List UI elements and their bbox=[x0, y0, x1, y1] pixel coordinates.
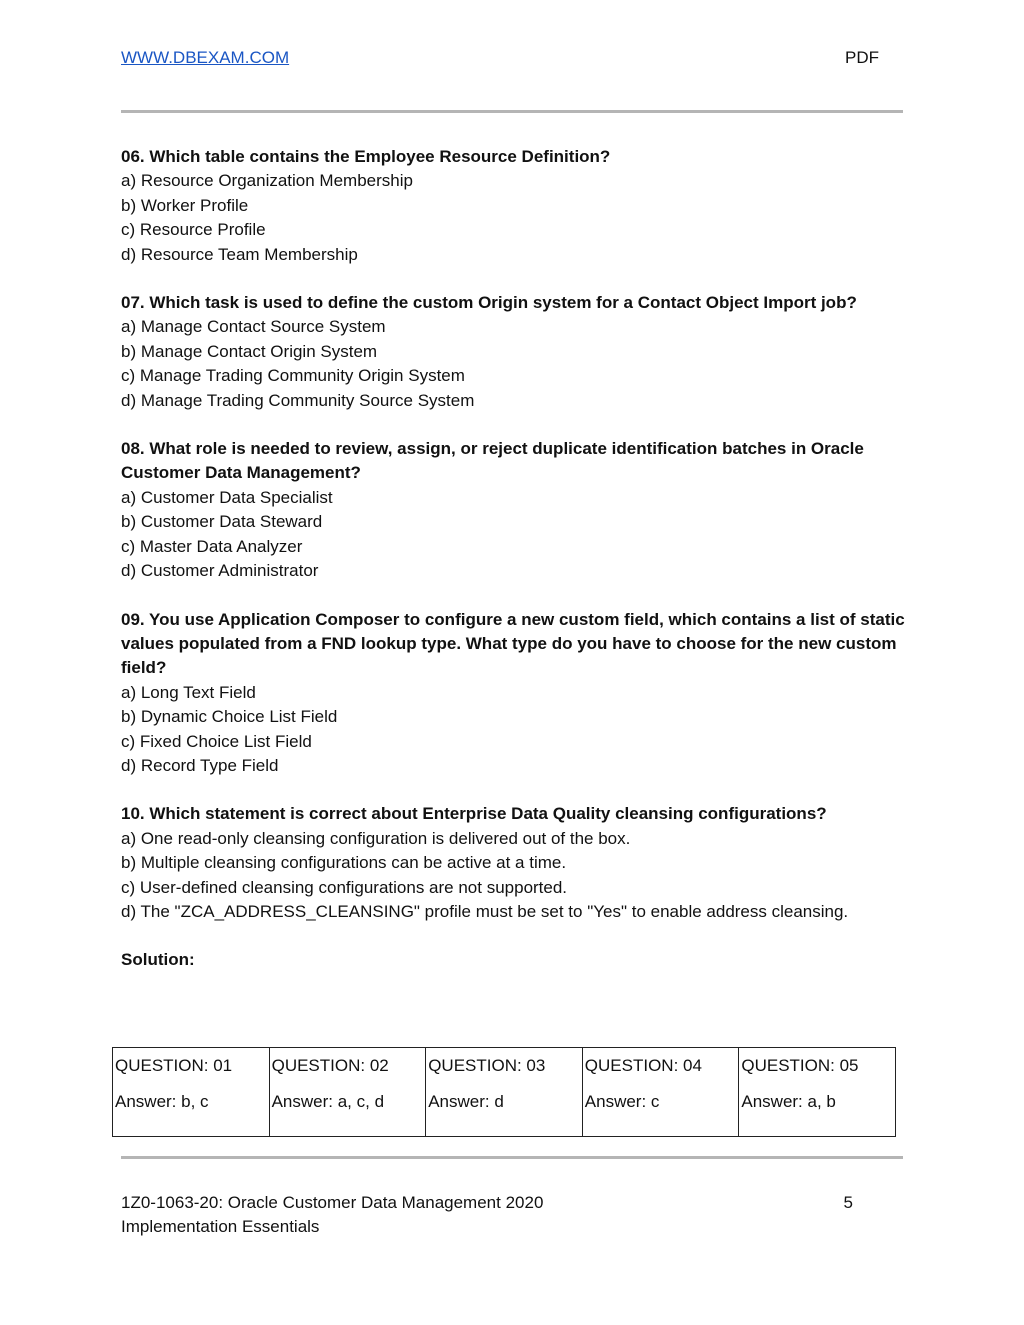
solution-heading: Solution: bbox=[121, 950, 195, 970]
exam-title: 1Z0-1063-20: Oracle Customer Data Management 2020 Implementation Essentials bbox=[121, 1193, 544, 1237]
solution-cell bbox=[113, 1048, 270, 1137]
question-10 bbox=[121, 802, 911, 924]
answer-text: Answer: a, b bbox=[741, 1092, 836, 1111]
option-a: a) Manage Contact Source System bbox=[121, 317, 386, 337]
site-link[interactable]: WWW.DBEXAM.COM bbox=[121, 48, 290, 67]
option-a: a) One read-only cleansing configuration is delivered out of the box. bbox=[121, 828, 631, 848]
solution-cell bbox=[739, 1048, 896, 1137]
solution-cell bbox=[582, 1048, 739, 1137]
option-c: c) Fixed Choice List Field bbox=[121, 731, 312, 751]
answer-text: Answer: d bbox=[428, 1092, 504, 1111]
page-header bbox=[121, 48, 903, 72]
question-number: QUESTION: 02 bbox=[271, 1056, 389, 1075]
question-06 bbox=[121, 145, 911, 267]
option-c: c) Master Data Analyzer bbox=[121, 536, 303, 556]
question-number: QUESTION: 03 bbox=[428, 1056, 546, 1075]
option-b: b) Worker Profile bbox=[121, 195, 249, 215]
option-d: d) Customer Administrator bbox=[121, 561, 319, 581]
solution-cell bbox=[269, 1048, 426, 1137]
header-divider bbox=[121, 110, 903, 113]
solution-table bbox=[112, 1047, 896, 1137]
option-a: a) Long Text Field bbox=[121, 682, 256, 702]
question-number: QUESTION: 04 bbox=[584, 1056, 702, 1075]
question-list bbox=[121, 145, 911, 972]
footer-divider bbox=[121, 1156, 903, 1159]
answer-text: Answer: b, c bbox=[115, 1092, 209, 1111]
option-a: a) Resource Organization Membership bbox=[121, 171, 413, 191]
option-b: b) Manage Contact Origin System bbox=[121, 341, 378, 361]
page-footer bbox=[121, 1191, 881, 1240]
question-08 bbox=[121, 437, 911, 583]
question-number: QUESTION: 05 bbox=[741, 1056, 859, 1075]
option-d: d) Resource Team Membership bbox=[121, 244, 358, 264]
option-c: c) Manage Trading Community Origin System bbox=[121, 366, 465, 386]
option-b: b) Customer Data Steward bbox=[121, 512, 323, 532]
question-title: 09. You use Application Composer to configure a new custom field, which contains a list of static values populated from a FND lookup type. What type do you have to choose for the new custom field? bbox=[121, 609, 905, 678]
question-number: QUESTION: 01 bbox=[115, 1056, 233, 1075]
table-row bbox=[113, 1048, 896, 1137]
answer-text: Answer: a, c, d bbox=[271, 1092, 385, 1111]
question-title: 08. What role is needed to review, assign, or reject duplicate identification batches in Oracle Customer Data Management? bbox=[121, 439, 864, 483]
option-b: b) Dynamic Choice List Field bbox=[121, 707, 338, 727]
option-d: d) Record Type Field bbox=[121, 755, 279, 775]
page-number: 5 bbox=[843, 1193, 853, 1212]
question-title: 06. Which table contains the Employee Resource Definition? bbox=[121, 147, 611, 166]
answer-text: Answer: c bbox=[584, 1092, 660, 1111]
option-d: d) The "ZCA_ADDRESS_CLEANSING" profile must be set to "Yes" to enable address cleansing. bbox=[121, 901, 849, 921]
question-09 bbox=[121, 608, 911, 779]
option-b: b) Multiple cleansing configurations can be active at a time. bbox=[121, 853, 567, 873]
option-c: c) User-defined cleansing configurations are not supported. bbox=[121, 877, 568, 897]
question-title: 10. Which statement is correct about Enterprise Data Quality cleansing configurations? bbox=[121, 804, 827, 824]
question-title: 07. Which task is used to define the custom Origin system for a Contact Object Import job? bbox=[121, 293, 857, 313]
option-d: d) Manage Trading Community Source System bbox=[121, 390, 475, 410]
question-07 bbox=[121, 291, 911, 413]
option-a: a) Customer Data Specialist bbox=[121, 487, 333, 507]
pdf-label: PDF bbox=[845, 48, 879, 67]
option-c: c) Resource Profile bbox=[121, 220, 266, 240]
solution-cell bbox=[426, 1048, 583, 1137]
